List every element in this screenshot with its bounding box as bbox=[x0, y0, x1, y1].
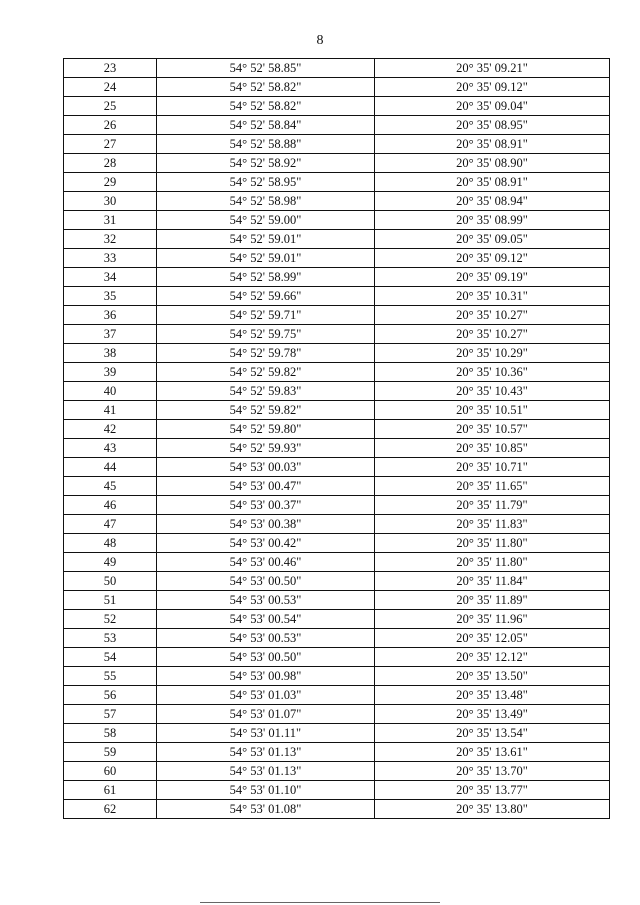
longitude-cell: 20° 35' 09.04" bbox=[375, 97, 610, 116]
latitude-cell: 54° 53' 00.03" bbox=[157, 458, 375, 477]
longitude-cell: 20° 35' 10.85" bbox=[375, 439, 610, 458]
point-number-cell: 26 bbox=[64, 116, 157, 135]
longitude-cell: 20° 35' 10.27" bbox=[375, 306, 610, 325]
table-row bbox=[64, 705, 610, 724]
point-number-cell: 46 bbox=[64, 496, 157, 515]
point-number-cell: 41 bbox=[64, 401, 157, 420]
table-row bbox=[64, 686, 610, 705]
point-number-cell: 55 bbox=[64, 667, 157, 686]
longitude-cell: 20° 35' 10.43" bbox=[375, 382, 610, 401]
longitude-cell: 20° 35' 10.27" bbox=[375, 325, 610, 344]
point-number-cell: 44 bbox=[64, 458, 157, 477]
point-number-cell: 24 bbox=[64, 78, 157, 97]
longitude-cell: 20° 35' 11.84" bbox=[375, 572, 610, 591]
latitude-cell: 54° 53' 01.07" bbox=[157, 705, 375, 724]
point-number-cell: 45 bbox=[64, 477, 157, 496]
latitude-cell: 54° 52' 58.82" bbox=[157, 97, 375, 116]
latitude-cell: 54° 52' 58.88" bbox=[157, 135, 375, 154]
point-number-cell: 34 bbox=[64, 268, 157, 287]
point-number-cell: 25 bbox=[64, 97, 157, 116]
longitude-cell: 20° 35' 09.12" bbox=[375, 78, 610, 97]
latitude-cell: 54° 52' 59.71" bbox=[157, 306, 375, 325]
latitude-cell: 54° 53' 01.03" bbox=[157, 686, 375, 705]
latitude-cell: 54° 53' 00.54" bbox=[157, 610, 375, 629]
table-row bbox=[64, 477, 610, 496]
point-number-cell: 59 bbox=[64, 743, 157, 762]
table-row bbox=[64, 116, 610, 135]
table-row bbox=[64, 268, 610, 287]
longitude-cell: 20° 35' 13.77" bbox=[375, 781, 610, 800]
latitude-cell: 54° 53' 00.42" bbox=[157, 534, 375, 553]
longitude-cell: 20° 35' 09.21" bbox=[375, 59, 610, 78]
coordinates-table bbox=[63, 58, 610, 819]
table-row bbox=[64, 173, 610, 192]
point-number-cell: 49 bbox=[64, 553, 157, 572]
latitude-cell: 54° 52' 58.98" bbox=[157, 192, 375, 211]
table-row bbox=[64, 306, 610, 325]
longitude-cell: 20° 35' 11.65" bbox=[375, 477, 610, 496]
latitude-cell: 54° 52' 59.66" bbox=[157, 287, 375, 306]
point-number-cell: 36 bbox=[64, 306, 157, 325]
point-number-cell: 33 bbox=[64, 249, 157, 268]
latitude-cell: 54° 53' 00.53" bbox=[157, 629, 375, 648]
point-number-cell: 37 bbox=[64, 325, 157, 344]
point-number-cell: 39 bbox=[64, 363, 157, 382]
latitude-cell: 54° 52' 59.80" bbox=[157, 420, 375, 439]
longitude-cell: 20° 35' 08.95" bbox=[375, 116, 610, 135]
latitude-cell: 54° 52' 58.82" bbox=[157, 78, 375, 97]
latitude-cell: 54° 53' 01.13" bbox=[157, 762, 375, 781]
latitude-cell: 54° 52' 59.01" bbox=[157, 249, 375, 268]
latitude-cell: 54° 52' 59.01" bbox=[157, 230, 375, 249]
longitude-cell: 20° 35' 11.80" bbox=[375, 534, 610, 553]
point-number-cell: 61 bbox=[64, 781, 157, 800]
point-number-cell: 48 bbox=[64, 534, 157, 553]
longitude-cell: 20° 35' 10.71" bbox=[375, 458, 610, 477]
table-row bbox=[64, 230, 610, 249]
coordinates-table-body bbox=[64, 59, 610, 819]
longitude-cell: 20° 35' 10.29" bbox=[375, 344, 610, 363]
table-row bbox=[64, 724, 610, 743]
latitude-cell: 54° 52' 59.00" bbox=[157, 211, 375, 230]
latitude-cell: 54° 52' 59.82" bbox=[157, 401, 375, 420]
latitude-cell: 54° 53' 00.50" bbox=[157, 572, 375, 591]
longitude-cell: 20° 35' 13.49" bbox=[375, 705, 610, 724]
table-row bbox=[64, 287, 610, 306]
longitude-cell: 20° 35' 13.48" bbox=[375, 686, 610, 705]
longitude-cell: 20° 35' 10.31" bbox=[375, 287, 610, 306]
table-row bbox=[64, 97, 610, 116]
point-number-cell: 50 bbox=[64, 572, 157, 591]
latitude-cell: 54° 53' 01.13" bbox=[157, 743, 375, 762]
latitude-cell: 54° 53' 00.38" bbox=[157, 515, 375, 534]
table-row bbox=[64, 800, 610, 819]
table-row bbox=[64, 610, 610, 629]
longitude-cell: 20° 35' 13.80" bbox=[375, 800, 610, 819]
table-row bbox=[64, 420, 610, 439]
longitude-cell: 20° 35' 10.36" bbox=[375, 363, 610, 382]
bottom-divider bbox=[200, 902, 440, 903]
point-number-cell: 43 bbox=[64, 439, 157, 458]
latitude-cell: 54° 52' 59.93" bbox=[157, 439, 375, 458]
longitude-cell: 20° 35' 11.89" bbox=[375, 591, 610, 610]
point-number-cell: 30 bbox=[64, 192, 157, 211]
table-row bbox=[64, 629, 610, 648]
longitude-cell: 20° 35' 08.91" bbox=[375, 173, 610, 192]
latitude-cell: 54° 52' 59.78" bbox=[157, 344, 375, 363]
point-number-cell: 60 bbox=[64, 762, 157, 781]
table-row bbox=[64, 211, 610, 230]
point-number-cell: 54 bbox=[64, 648, 157, 667]
point-number-cell: 27 bbox=[64, 135, 157, 154]
latitude-cell: 54° 52' 58.92" bbox=[157, 154, 375, 173]
longitude-cell: 20° 35' 08.91" bbox=[375, 135, 610, 154]
longitude-cell: 20° 35' 13.70" bbox=[375, 762, 610, 781]
point-number-cell: 29 bbox=[64, 173, 157, 192]
latitude-cell: 54° 53' 00.98" bbox=[157, 667, 375, 686]
longitude-cell: 20° 35' 08.99" bbox=[375, 211, 610, 230]
longitude-cell: 20° 35' 11.79" bbox=[375, 496, 610, 515]
latitude-cell: 54° 53' 00.53" bbox=[157, 591, 375, 610]
longitude-cell: 20° 35' 10.51" bbox=[375, 401, 610, 420]
latitude-cell: 54° 53' 00.46" bbox=[157, 553, 375, 572]
longitude-cell: 20° 35' 08.90" bbox=[375, 154, 610, 173]
longitude-cell: 20° 35' 12.12" bbox=[375, 648, 610, 667]
table-row bbox=[64, 553, 610, 572]
latitude-cell: 54° 52' 59.82" bbox=[157, 363, 375, 382]
table-row bbox=[64, 439, 610, 458]
table-row bbox=[64, 762, 610, 781]
table-row bbox=[64, 59, 610, 78]
latitude-cell: 54° 53' 00.37" bbox=[157, 496, 375, 515]
point-number-cell: 40 bbox=[64, 382, 157, 401]
point-number-cell: 38 bbox=[64, 344, 157, 363]
table-row bbox=[64, 458, 610, 477]
point-number-cell: 62 bbox=[64, 800, 157, 819]
table-row bbox=[64, 78, 610, 97]
table-row bbox=[64, 667, 610, 686]
point-number-cell: 56 bbox=[64, 686, 157, 705]
point-number-cell: 58 bbox=[64, 724, 157, 743]
table-row bbox=[64, 648, 610, 667]
page-number: 8 bbox=[316, 33, 324, 48]
point-number-cell: 42 bbox=[64, 420, 157, 439]
latitude-cell: 54° 53' 00.47" bbox=[157, 477, 375, 496]
table-row bbox=[64, 591, 610, 610]
latitude-cell: 54° 52' 58.99" bbox=[157, 268, 375, 287]
table-row bbox=[64, 781, 610, 800]
table-row bbox=[64, 249, 610, 268]
latitude-cell: 54° 53' 01.11" bbox=[157, 724, 375, 743]
table-row bbox=[64, 382, 610, 401]
longitude-cell: 20° 35' 10.57" bbox=[375, 420, 610, 439]
point-number-cell: 32 bbox=[64, 230, 157, 249]
point-number-cell: 57 bbox=[64, 705, 157, 724]
table-row bbox=[64, 515, 610, 534]
latitude-cell: 54° 53' 01.10" bbox=[157, 781, 375, 800]
longitude-cell: 20° 35' 09.05" bbox=[375, 230, 610, 249]
latitude-cell: 54° 52' 58.85" bbox=[157, 59, 375, 78]
longitude-cell: 20° 35' 13.50" bbox=[375, 667, 610, 686]
point-number-cell: 47 bbox=[64, 515, 157, 534]
table-row bbox=[64, 534, 610, 553]
table-row bbox=[64, 496, 610, 515]
latitude-cell: 54° 53' 00.50" bbox=[157, 648, 375, 667]
point-number-cell: 52 bbox=[64, 610, 157, 629]
point-number-cell: 53 bbox=[64, 629, 157, 648]
longitude-cell: 20° 35' 09.12" bbox=[375, 249, 610, 268]
point-number-cell: 23 bbox=[64, 59, 157, 78]
table-row bbox=[64, 325, 610, 344]
table-row bbox=[64, 401, 610, 420]
longitude-cell: 20° 35' 13.61" bbox=[375, 743, 610, 762]
longitude-cell: 20° 35' 11.96" bbox=[375, 610, 610, 629]
table-row bbox=[64, 192, 610, 211]
point-number-cell: 35 bbox=[64, 287, 157, 306]
longitude-cell: 20° 35' 08.94" bbox=[375, 192, 610, 211]
table-row bbox=[64, 572, 610, 591]
longitude-cell: 20° 35' 13.54" bbox=[375, 724, 610, 743]
latitude-cell: 54° 53' 01.08" bbox=[157, 800, 375, 819]
point-number-cell: 31 bbox=[64, 211, 157, 230]
longitude-cell: 20° 35' 09.19" bbox=[375, 268, 610, 287]
longitude-cell: 20° 35' 11.83" bbox=[375, 515, 610, 534]
longitude-cell: 20° 35' 12.05" bbox=[375, 629, 610, 648]
table-row bbox=[64, 743, 610, 762]
table-row bbox=[64, 135, 610, 154]
table-row bbox=[64, 344, 610, 363]
point-number-cell: 28 bbox=[64, 154, 157, 173]
longitude-cell: 20° 35' 11.80" bbox=[375, 553, 610, 572]
point-number-cell: 51 bbox=[64, 591, 157, 610]
table-row bbox=[64, 363, 610, 382]
latitude-cell: 54° 52' 59.83" bbox=[157, 382, 375, 401]
latitude-cell: 54° 52' 58.84" bbox=[157, 116, 375, 135]
table-row bbox=[64, 154, 610, 173]
latitude-cell: 54° 52' 59.75" bbox=[157, 325, 375, 344]
latitude-cell: 54° 52' 58.95" bbox=[157, 173, 375, 192]
